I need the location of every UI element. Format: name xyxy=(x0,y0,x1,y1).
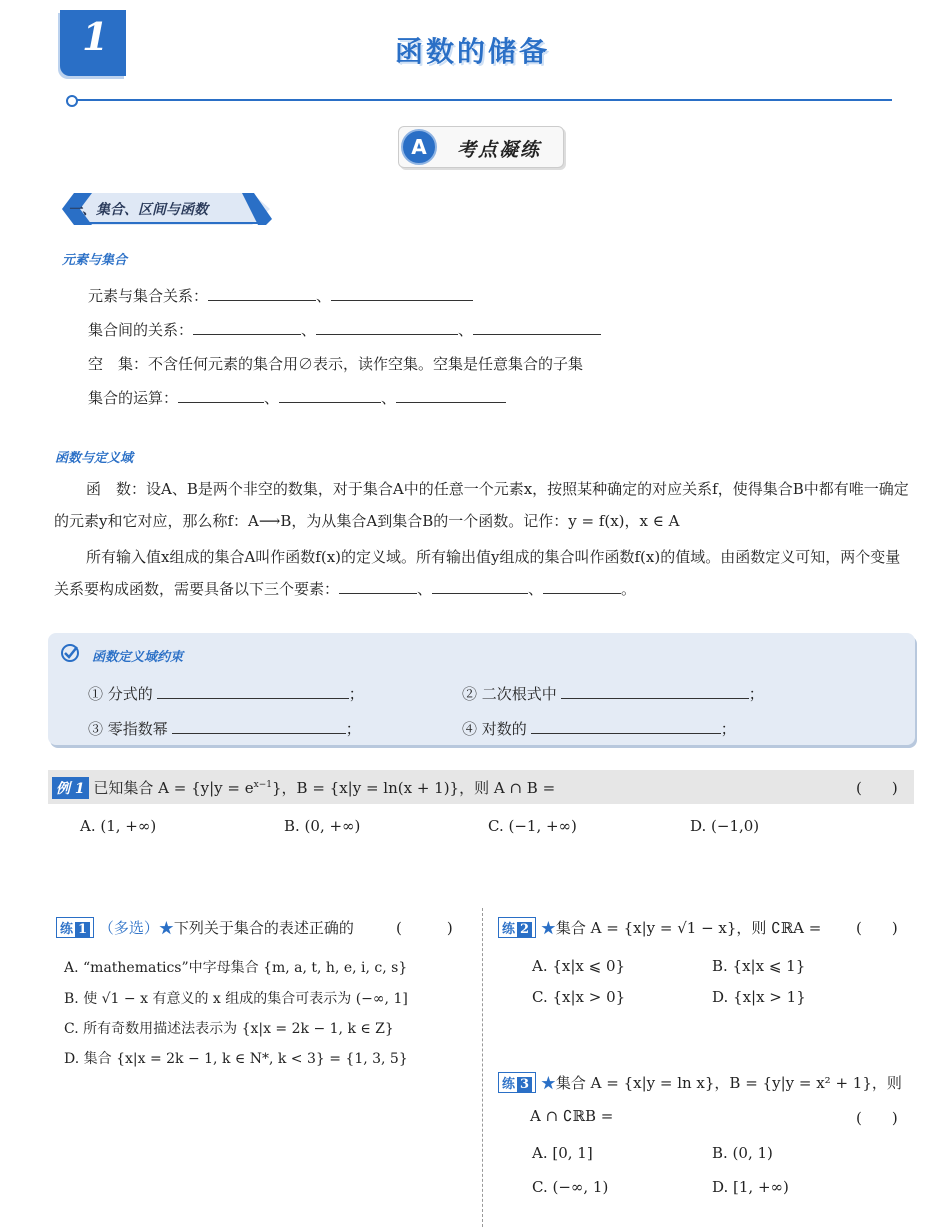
elements-sets-line-1 xyxy=(88,285,473,306)
separator: 、 xyxy=(417,580,433,598)
answer-paren[interactable]: ( ) xyxy=(856,779,898,797)
fill-blank[interactable] xyxy=(473,320,601,335)
fill-blank[interactable] xyxy=(279,388,381,403)
fill-blank[interactable] xyxy=(561,684,749,699)
example-tag: 例 1 xyxy=(52,777,89,799)
heading-elements-sets: 元素与集合 xyxy=(62,253,128,268)
practice-1-option-d[interactable]: D. 集合 {x|x = 2k − 1, k ∈ N*, k < 3} = {1, 3, 5} xyxy=(64,1051,408,1067)
fill-blank[interactable] xyxy=(193,320,301,335)
answer-paren[interactable]: ( ) xyxy=(396,919,453,937)
heading-function-domain: 函数与定义域 xyxy=(55,451,134,466)
elements-sets-line-4 xyxy=(88,387,506,408)
fill-blank[interactable] xyxy=(316,320,458,335)
semicolon: ； xyxy=(748,685,764,703)
chapter-title: 函数的储备 xyxy=(395,35,551,68)
header-rule-dot xyxy=(66,95,78,107)
star-icon: ★ xyxy=(540,1074,556,1092)
practice-3-text: 集合 A = {x|y = ln x}，B = {y|y = x² + 1}，则 xyxy=(555,1074,902,1092)
function-definition-paragraph: 函 数：设A、B是两个非空的数集，对于集合A中的任意一个元素x，按照某种确定的对应关系f，使得集合B中都有唯一确定的元素y和它对应，那么称f：A⟶B，为从集合A到集合B的一个函数。记作：y = f(x)，x ∈ A xyxy=(54,480,909,530)
section-banner-text: 一、集合、区间与函数 xyxy=(68,202,208,218)
fill-blank[interactable] xyxy=(339,579,417,594)
practice-tag xyxy=(498,917,536,938)
fill-blank[interactable] xyxy=(208,286,316,301)
constraint-item-2 xyxy=(462,683,764,704)
practice-3-option-c[interactable]: C. (−∞, 1) xyxy=(532,1178,609,1196)
star-icon: ★ xyxy=(540,919,556,937)
practice-tag-label: 练 xyxy=(502,1077,516,1092)
constraint-item-1 xyxy=(88,683,364,704)
section-a-badge xyxy=(398,126,564,168)
elements-sets-line-3: 空 集：不含任何元素的集合用∅表示，读作空集。空集是任意集合的子集 xyxy=(88,355,584,373)
practice-3-question xyxy=(498,1072,902,1093)
practice-2-option-b[interactable]: B. {x|x ⩽ 1} xyxy=(712,957,806,975)
practice-1-option-a[interactable]: A. “mathematics”中字母集合 {m, a, t, h, e, i, c, s} xyxy=(64,960,408,976)
star-icon: ★ xyxy=(158,919,174,937)
separator: 、 xyxy=(301,321,317,339)
letter-a-icon: A xyxy=(401,129,437,165)
separator: 、 xyxy=(381,389,397,407)
fill-blank[interactable] xyxy=(543,579,621,594)
section-banner xyxy=(62,193,272,225)
fill-blank[interactable] xyxy=(432,579,528,594)
semicolon: ； xyxy=(720,720,736,738)
constraint-label: ① 分式的 xyxy=(88,685,153,703)
end-mark: 。 xyxy=(621,580,637,598)
practice-tag-number: 1 xyxy=(75,922,90,937)
practice-1-text: 下列关于集合的表述正确的 xyxy=(173,919,354,937)
separator: 、 xyxy=(264,389,280,407)
example-1-option-b[interactable]: B. (0, +∞) xyxy=(284,817,361,835)
header-rule xyxy=(70,99,892,101)
practice-tag-number: 2 xyxy=(517,922,532,937)
constraint-label: ③ 零指数幂 xyxy=(88,720,168,738)
fill-blank[interactable] xyxy=(531,719,721,734)
constraint-label: ② 二次根式中 xyxy=(462,685,557,703)
exponent: x−1 xyxy=(253,780,272,790)
fill-blank[interactable] xyxy=(396,388,506,403)
practice-1-option-c[interactable]: C. 所有奇数用描述法表示为 {x|x = 2k − 1, k ∈ Z} xyxy=(64,1021,394,1037)
practice-3-option-a[interactable]: A. [0, 1] xyxy=(532,1144,593,1162)
multi-select-note: （多选） xyxy=(98,919,159,937)
fill-blank[interactable] xyxy=(172,719,346,734)
practice-tag-number: 3 xyxy=(517,1077,532,1092)
constraint-item-4 xyxy=(462,718,736,739)
separator: 、 xyxy=(528,580,544,598)
practice-2-option-a[interactable]: A. {x|x ⩽ 0} xyxy=(532,957,626,975)
chapter-number-badge xyxy=(60,10,126,76)
practice-tag-label: 练 xyxy=(502,922,516,937)
separator: 、 xyxy=(458,321,474,339)
practice-3-option-b[interactable]: B. (0, 1) xyxy=(712,1144,773,1162)
example-1-question xyxy=(52,777,555,799)
domain-paragraph xyxy=(54,541,914,605)
practice-2-option-c[interactable]: C. {x|x > 0} xyxy=(532,988,626,1006)
example-1-option-a[interactable]: A. (1, +∞) xyxy=(80,817,157,835)
answer-paren[interactable]: ( ) xyxy=(856,919,898,937)
fill-blank[interactable] xyxy=(331,286,473,301)
fill-blank[interactable] xyxy=(157,684,349,699)
answer-paren[interactable]: ( ) xyxy=(856,1109,898,1127)
practice-2-text: 集合 A = {x|y = √1 − x}，则 ∁ℝA = xyxy=(555,919,822,937)
semicolon: ； xyxy=(345,720,361,738)
practice-1-option-b[interactable]: B. 使 √1 − x 有意义的 x 组成的集合可表示为 (−∞, 1] xyxy=(64,991,408,1007)
separator: 、 xyxy=(316,287,332,305)
constraint-item-3 xyxy=(88,718,361,739)
column-divider xyxy=(482,908,483,1227)
example-1-option-d[interactable]: D. (−1,0) xyxy=(690,817,760,835)
line-label: 集合的运算： xyxy=(88,389,179,407)
practice-tag-label: 练 xyxy=(60,922,74,937)
practice-3-option-d[interactable]: D. [1, +∞) xyxy=(712,1178,789,1196)
elements-sets-line-2 xyxy=(88,319,601,340)
semicolon: ； xyxy=(348,685,364,703)
example-1-text-rest: }，B = {x|y = ln(x + 1)}，则 A ∩ B = xyxy=(271,779,556,797)
practice-3-question-line-2: A ∩ ∁ℝB = xyxy=(530,1107,614,1125)
domain-text: 所有输入值x组成的集合A叫作函数f(x)的定义域。所有输出值y组成的集合叫作函数f(x)的值域。由函数定义可知，两个变量关系要构成函数，需要具备以下三个要素： xyxy=(54,548,901,598)
line-label: 元素与集合关系： xyxy=(88,287,209,305)
example-1-option-c[interactable]: C. (−1, +∞) xyxy=(488,817,577,835)
check-circle-icon xyxy=(60,643,80,667)
fill-blank[interactable] xyxy=(178,388,264,403)
practice-1-question xyxy=(56,917,354,938)
practice-2-question xyxy=(498,917,821,938)
section-a-label: 考点凝练 xyxy=(457,139,542,161)
practice-tag xyxy=(56,917,94,938)
line-label: 集合间的关系： xyxy=(88,321,194,339)
practice-tag xyxy=(498,1072,536,1093)
constraint-label: ④ 对数的 xyxy=(462,720,527,738)
constraints-title: 函数定义域约束 xyxy=(92,650,184,665)
practice-2-option-d[interactable]: D. {x|x > 1} xyxy=(712,988,806,1006)
chapter-number: 1 xyxy=(82,14,109,59)
example-1-text: 已知集合 A = {y|y = e xyxy=(93,779,254,797)
